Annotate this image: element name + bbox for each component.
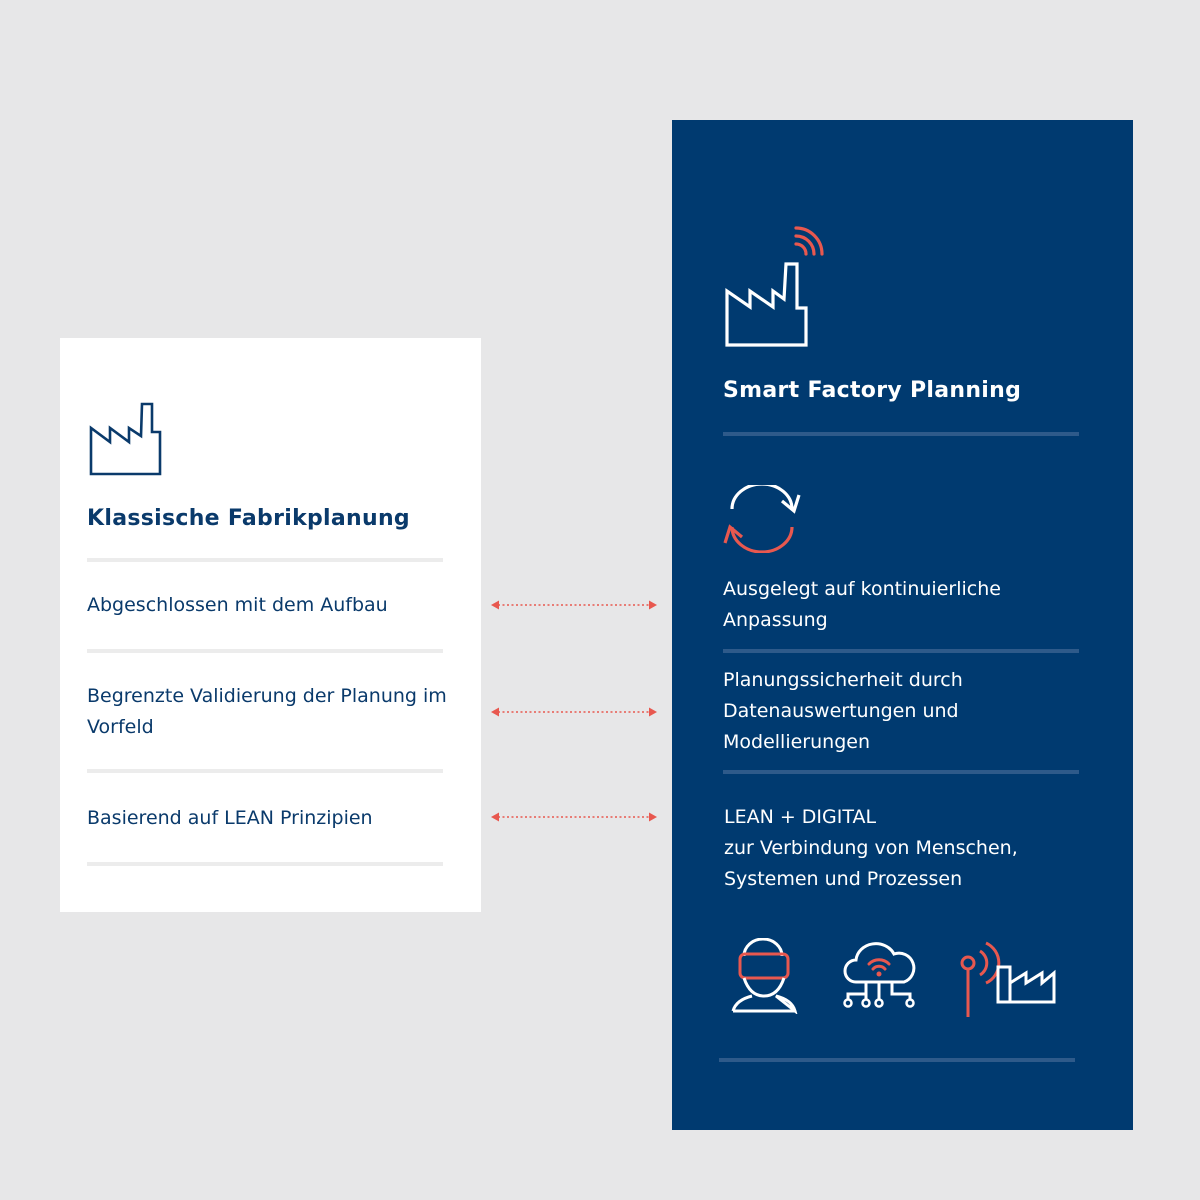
connected-factory-icon (958, 935, 1058, 1019)
divider (723, 770, 1079, 774)
smart-planning-title: Smart Factory Planning (723, 378, 1022, 403)
smart-item-2: Planungssicherheit durch Datenauswertungen und Modellierungen (723, 669, 963, 753)
double-arrow-icon (490, 811, 658, 823)
classic-planning-card (60, 338, 481, 912)
smart-factory-icon (722, 224, 837, 350)
vr-headset-person-icon (730, 938, 800, 1014)
divider (723, 432, 1079, 436)
divider (719, 1058, 1075, 1062)
cloud-network-icon (842, 940, 916, 1010)
classic-item-1: Abgeschlossen mit dem Aufbau (87, 594, 388, 616)
divider (87, 558, 443, 562)
divider (87, 862, 443, 866)
divider (723, 649, 1079, 653)
smart-item-3: LEAN + DIGITAL (724, 806, 877, 828)
smart-item-1: Ausgelegt auf kontinuierliche Anpassung (723, 578, 1001, 631)
classic-planning-title: Klassische Fabrikplanung (87, 506, 410, 531)
classic-item-3: Basierend auf LEAN Prinzipien (87, 807, 373, 829)
double-arrow-icon (490, 599, 658, 611)
refresh-cycle-icon (722, 485, 802, 553)
factory-icon (88, 402, 164, 478)
divider (87, 649, 443, 653)
smart-item-3-detail: zur Verbindung von Menschen, Systemen und Prozessen (724, 837, 1018, 890)
double-arrow-icon (490, 706, 658, 718)
classic-item-2: Begrenzte Validierung der Planung im Vorfeld (87, 685, 447, 738)
smart-planning-card (672, 120, 1133, 1130)
divider (87, 769, 443, 773)
